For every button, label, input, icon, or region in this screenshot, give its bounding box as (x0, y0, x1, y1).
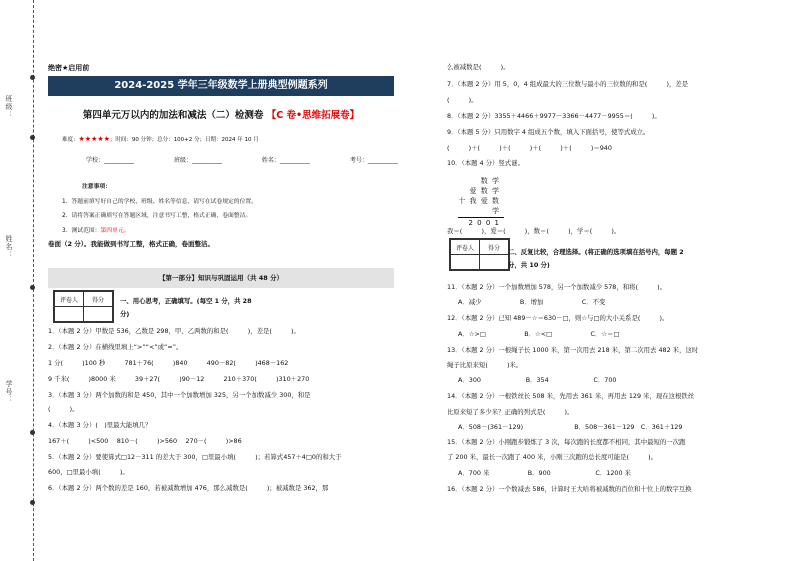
section2-title-cont: 分，共 10 分) (508, 261, 550, 269)
question-3-cont: ( )。 (48, 405, 79, 413)
grader-cell[interactable] (55, 307, 84, 322)
vertical-puzzle (458, 176, 504, 228)
note-item (62, 224, 257, 239)
school-field[interactable]: 学校：__________ (86, 157, 135, 164)
question-9: 9．（本题 5 分）只用数字 4 组成五个数，填入下面括号，使等式成立。 (447, 128, 650, 136)
score-box (53, 290, 114, 323)
meta-info: ；时间：90 分钟；总分：100+2 分；日期：2024 年 10 月 (109, 137, 259, 143)
question-3: 3．（本题 3 分）两个加数的和是 450，其中一个加数增加 325，另一个加数减少 300，和是 (48, 391, 311, 399)
question-7: 7．（本题 2 分）用 5，0，4 组成最大的三位数与最小的三位数的和是( )，差是 (447, 80, 689, 88)
question-14-options[interactable]: A．508－(361－129) B．508－361－129 C．361＋129 (458, 423, 683, 431)
class-field[interactable]: 班级：__________ (173, 157, 222, 164)
question-16: 16．（本题 2 分）一个数减去 586，计算时王大哈将被减数的百位和十位上的数字互换 (447, 485, 692, 493)
question-11-options[interactable]: A．减少 B．增加 C．不变 (458, 298, 606, 306)
question-7-cont: ( )。 (447, 96, 478, 104)
question-12-options[interactable]: A．☆>□ B．☆<□ C．☆＝□ (458, 330, 620, 338)
question-14-cont: 比原来短了多少米？正确的列式是( )。 (447, 408, 574, 416)
question-13-cont: 绳子比原来短( )米。 (447, 361, 523, 369)
puzzle-row: 数 学 (480, 177, 500, 185)
page-title: 2024-2025 学年三年级数学上册典型例题系列 (48, 76, 394, 96)
seal-line (33, 0, 34, 561)
puzzle-row: 十 我 爱 数 学 (458, 197, 500, 215)
question-14: 14．（本题 2 分）一根铁丝长 508 米，先用去 361 米，再用去 129 米，现在这根铁丝 (447, 392, 695, 400)
test-subtitle (48, 107, 394, 121)
grader-label: 评卷人 (55, 292, 84, 307)
margin-label-name: 姓名： (5, 235, 13, 259)
question-9-equation: ( )＋( )＋( )＋( )＋( )＝940 (447, 144, 612, 152)
test-meta (62, 135, 259, 143)
margin-dot (30, 75, 35, 80)
question-2-row1: 1 分( )100 秒 781＋76( )840 490－82( )468－162 (48, 359, 289, 367)
notes-heading: 注意事项： (82, 184, 111, 190)
grader-label: 评卷人 (451, 240, 480, 255)
difficulty-stars: ★★★★★ (78, 135, 110, 143)
tidiness-note: 卷面（2 分）。我能做到书写工整，格式正确，卷面整洁。 (48, 240, 215, 248)
section1-title: 一、用心思考，正确填写。(每空 1 分，共 28 (120, 297, 252, 305)
difficulty-label: 难度： (62, 137, 79, 143)
score-box (449, 238, 510, 271)
subtitle-tag: 【C 卷•思维拓展卷】 (266, 110, 360, 121)
question-15-cont: 了 200 米，最长一次跑了 400 米，小刚三次跑的总长度可能是( )。 (447, 453, 658, 461)
question-5-cont: 600，□里最小填( )。 (48, 468, 129, 476)
exam-id-field[interactable]: 考号：__________ (349, 157, 398, 164)
margin-dot (30, 500, 35, 505)
question-6: 6．（本题 2 分）两个数的差是 160，若被减数增加 476，那么减数是( )；被减数是 362，那 (48, 484, 329, 492)
grader-cell[interactable] (451, 255, 480, 270)
question-4: 4．（本题 3 分）( )里最大能填几？ (48, 421, 152, 429)
question-1: 1．（本题 2 分）甲数是 536，乙数是 298，甲、乙两数的和是( )，差是( )。 (48, 327, 300, 335)
margin-label-id: 学号： (5, 380, 13, 404)
question-8: 8．（本题 2 分）3355＋4466＋9977－3366－4477－9955＝( )。 (447, 112, 661, 120)
puzzle-result: 2 0 0 1 (468, 219, 500, 227)
question-15: 15．（本题 2 分）小刚跑步锻炼了 3 次，每次跑的长度都不相同，其中最短的一次跑 (447, 438, 686, 446)
score-label: 得分 (480, 240, 509, 255)
question-13: 13．（本题 2 分）一根绳子长 1000 米，第一次用去 218 米，第二次用去 482 米，这时 (447, 346, 699, 354)
question-2-row2: 9 千米( )8000 米 39＋27( )90－12 210＋370( )310＋270 (48, 375, 310, 383)
puzzle-row: 爱 数 学 (469, 187, 500, 195)
section2-title: 二、反复比较，合理选择。(将正确的选项填在括号内，每题 2 (508, 248, 684, 256)
score-cell[interactable] (480, 255, 509, 270)
question-2: 2．（本题 2 分）在横线里填上“>”“<”或“=”。 (48, 343, 183, 351)
question-15-options[interactable]: A．700 米 B．900 C．1200 米 (458, 469, 631, 477)
note-item-label: 3．测试范围： (62, 227, 101, 234)
margin-dot (30, 135, 35, 140)
score-cell[interactable] (84, 307, 113, 322)
test-scope: 第四单元。 (100, 227, 130, 234)
question-13-options[interactable]: A．300 B．354 C．700 (458, 376, 617, 384)
note-item: 1．答题前填写好自己的学校、班级、姓名等信息，请写在试卷规定的位置。 (62, 198, 257, 205)
question-6-cont: 么被减数是( )。 (447, 63, 510, 71)
score-label: 得分 (84, 292, 113, 307)
question-12: 12．（本题 2 分）已知 489－☆＝630－□，则☆与□的大小关系是( )。 (447, 314, 669, 322)
margin-label-class: 班级： (5, 95, 13, 119)
student-fields (86, 155, 436, 164)
name-field[interactable]: 姓名：__________ (261, 157, 310, 164)
section1-title-cont: 分) (120, 310, 130, 318)
binding-margin (0, 0, 44, 561)
part1-title: 【第一部分】知识与巩固运用（共 48 分） (48, 268, 394, 288)
question-5: 5．（本题 2 分）要使算式□12－311 的差大于 300，□里最小填( )；若算式457＋4□0的和大于 (48, 453, 342, 461)
question-10: 10．（本题 4 分）竖式谜。 (447, 159, 524, 167)
question-11: 11．（本题 2 分）一个加数增加 578，另一个加数减少 578，和将( )。 (447, 283, 667, 291)
question-10-answer: 我＝( )，爱＝( )，数＝( )，学＝( )。 (447, 227, 621, 235)
margin-dot (30, 285, 35, 290)
secret-mark: 绝密★启用前 (48, 64, 90, 72)
question-4-row: 167＋( )<500 810－( )>560 270－( )>86 (48, 437, 242, 445)
subtitle-text: 第四单元万以内的加法和减法（二）检测卷 (82, 110, 264, 121)
note-item: 2．请将答案正确填写在答题区域，注意书写工整，格式正确，卷面整洁。 (62, 213, 252, 219)
margin-dot (30, 430, 35, 435)
notes-block (62, 180, 257, 238)
